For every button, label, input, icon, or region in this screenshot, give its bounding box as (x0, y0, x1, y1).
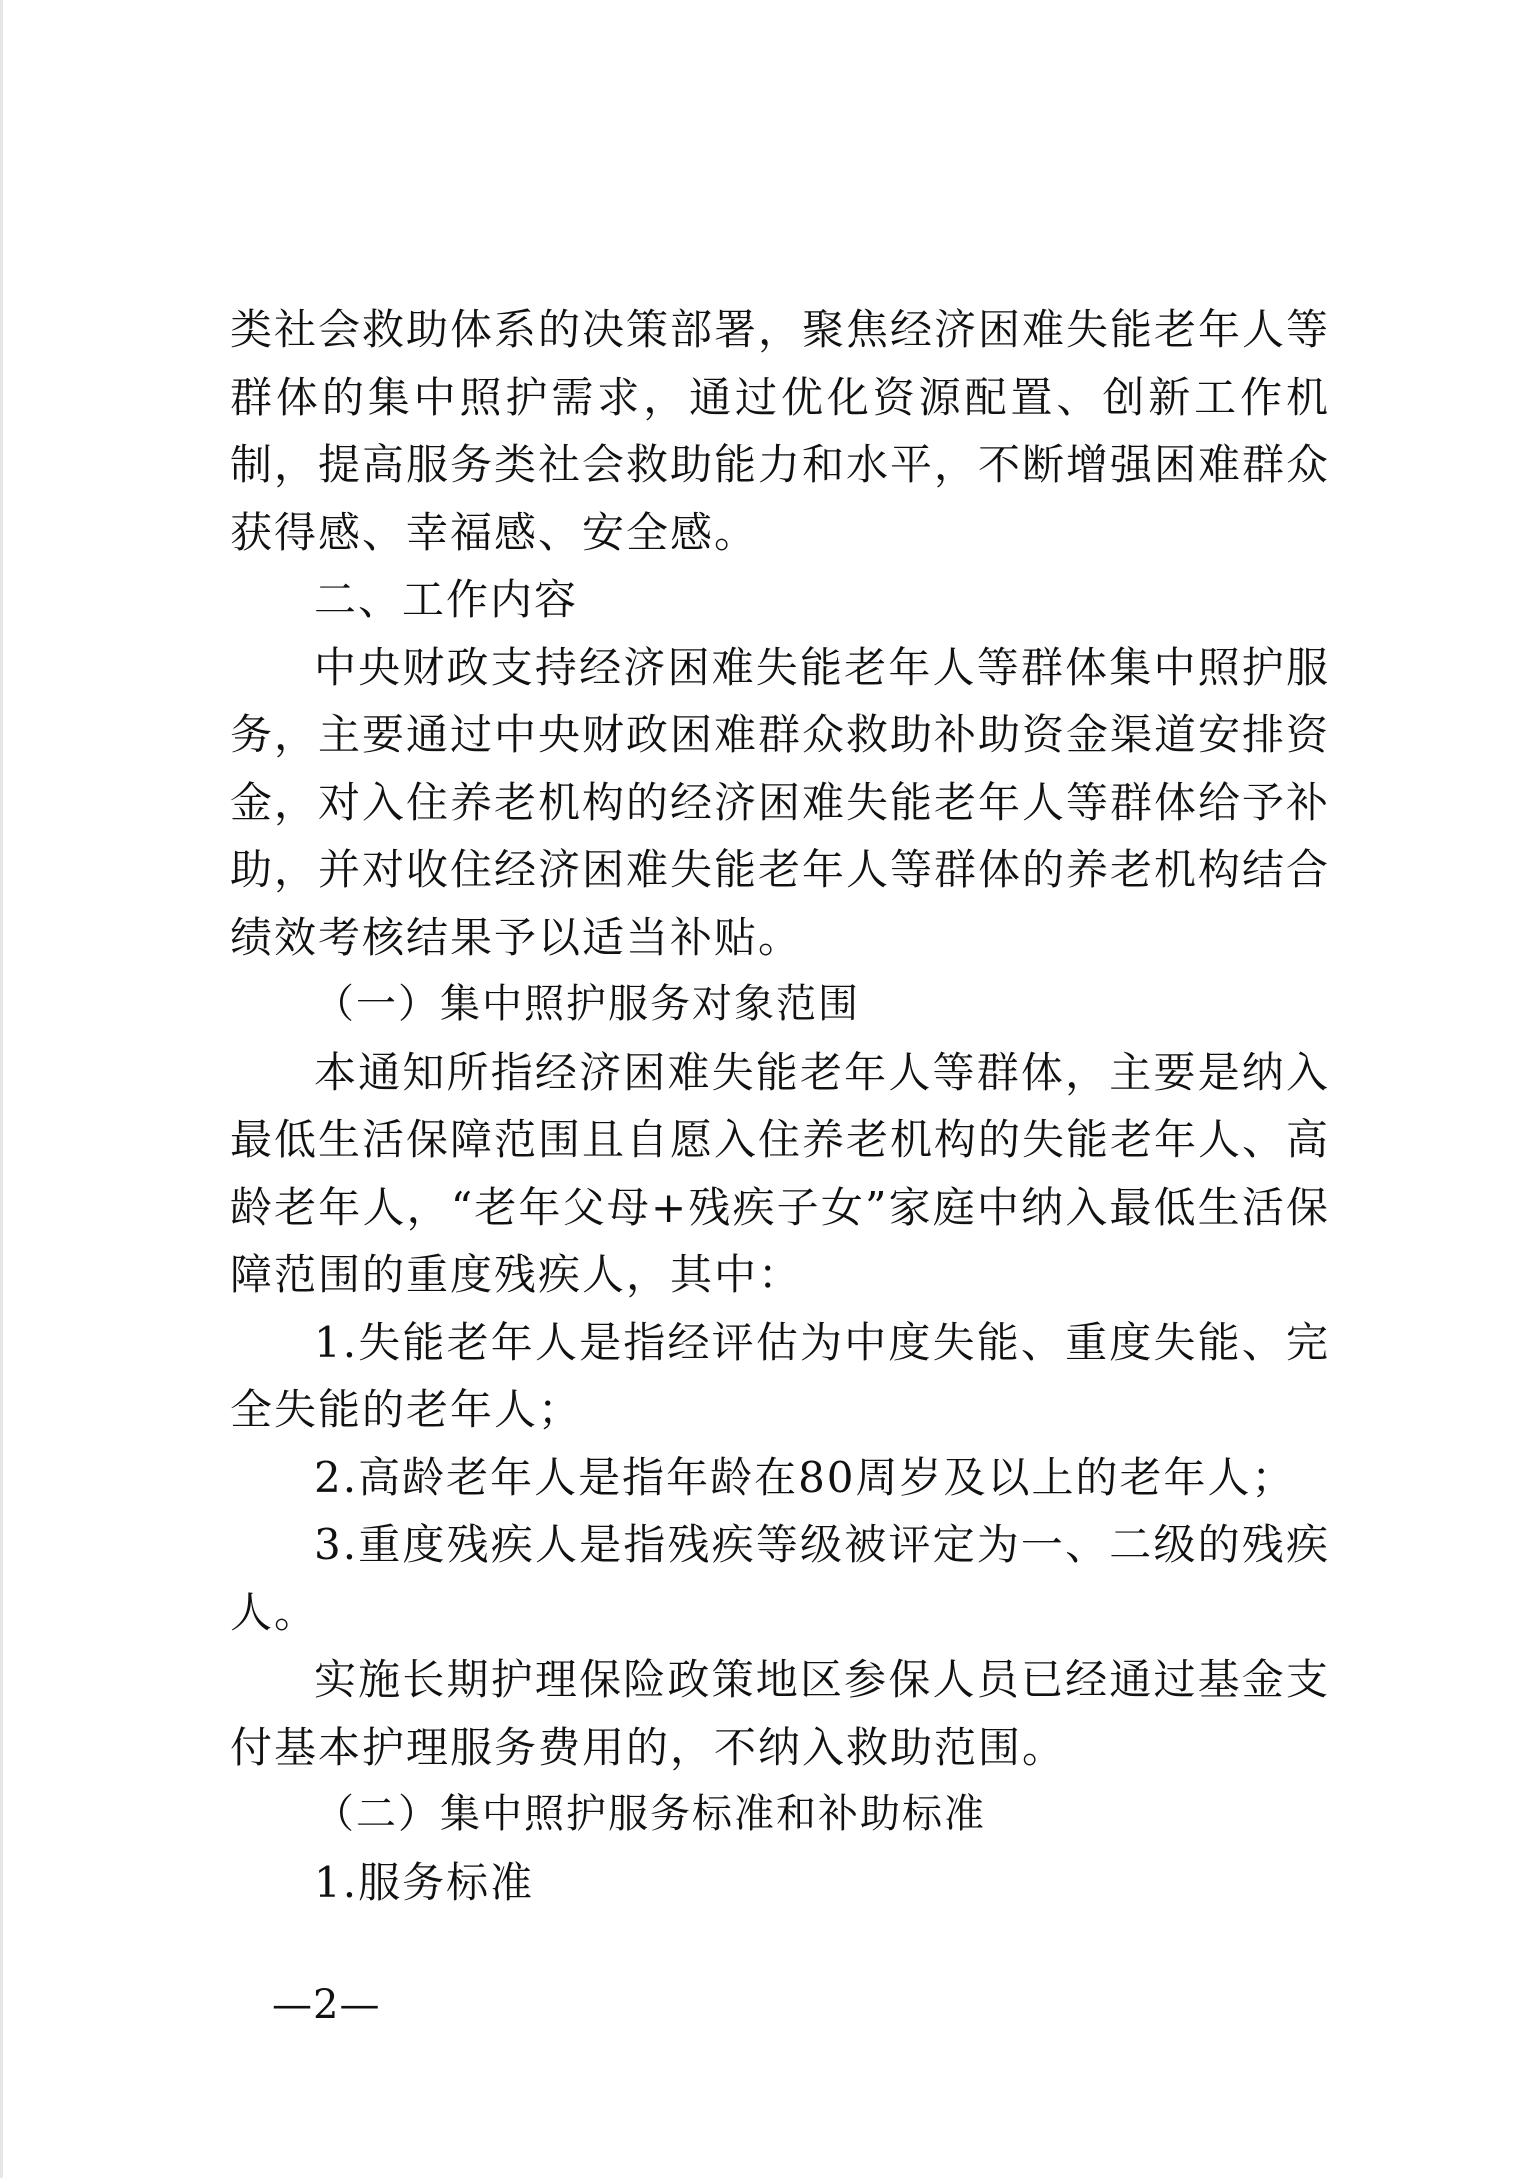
paragraph-continuation: 类社会救助体系的决策部署，聚焦经济困难失能老年人等群体的集中照护需求，通过优化资源配置、创新工作机制，提高服务类社会救助能力和水平，不断增强困难群众获得感、幸福感、安全感。 (230, 305, 1331, 557)
paragraph-funding: 中央财政支持经济困难失能老年人等群体集中照护服务，主要通过中央财政困难群众救助补助资金渠道安排资金，对入住养老机构的经济困难失能老年人等群体给予补助，并对收住经济困难失能老年人等群体的养老机构结合绩效考核结果予以适当补贴。 (230, 642, 1331, 962)
paragraph-exclusion: 实施长期护理保险政策地区参保人员已经通过基金支付基本护理服务费用的，不纳入救助范围。 (230, 1655, 1330, 1772)
paragraph-target-groups: 本通知所指经济困难失能老年人等群体，主要是纳入最低生活保障范围且自愿入住养老机构的失能老年人、高龄老年人，“老年父母+残疾子女”家庭中纳入最低生活保障范围的重度残疾人，其中： (230, 1047, 1331, 1299)
document-body (230, 296, 1330, 1916)
page-number: —2— (272, 1982, 381, 2028)
section-heading-work-content: 二、工作内容 (314, 575, 579, 624)
subsection-heading-scope: （一）集中照护服务对象范围 (314, 981, 860, 1027)
subsection-heading-standards: （二）集中照护服务标准和补助标准 (314, 1791, 986, 1837)
list-item-service-standard: 1.服务标准 (314, 1857, 535, 1907)
list-item-severe-disability: 3.重度残疾人是指残疾等级被评定为一、二级的残疾人。 (230, 1520, 1330, 1637)
list-item-disabled-elderly: 1.失能老年人是指经评估为中度失能、重度失能、完全失能的老年人； (230, 1317, 1330, 1434)
list-item-advanced-age: 2.高龄老年人是指年龄在80周岁及以上的老年人； (314, 1452, 1296, 1502)
scan-edge (0, 0, 3, 2178)
